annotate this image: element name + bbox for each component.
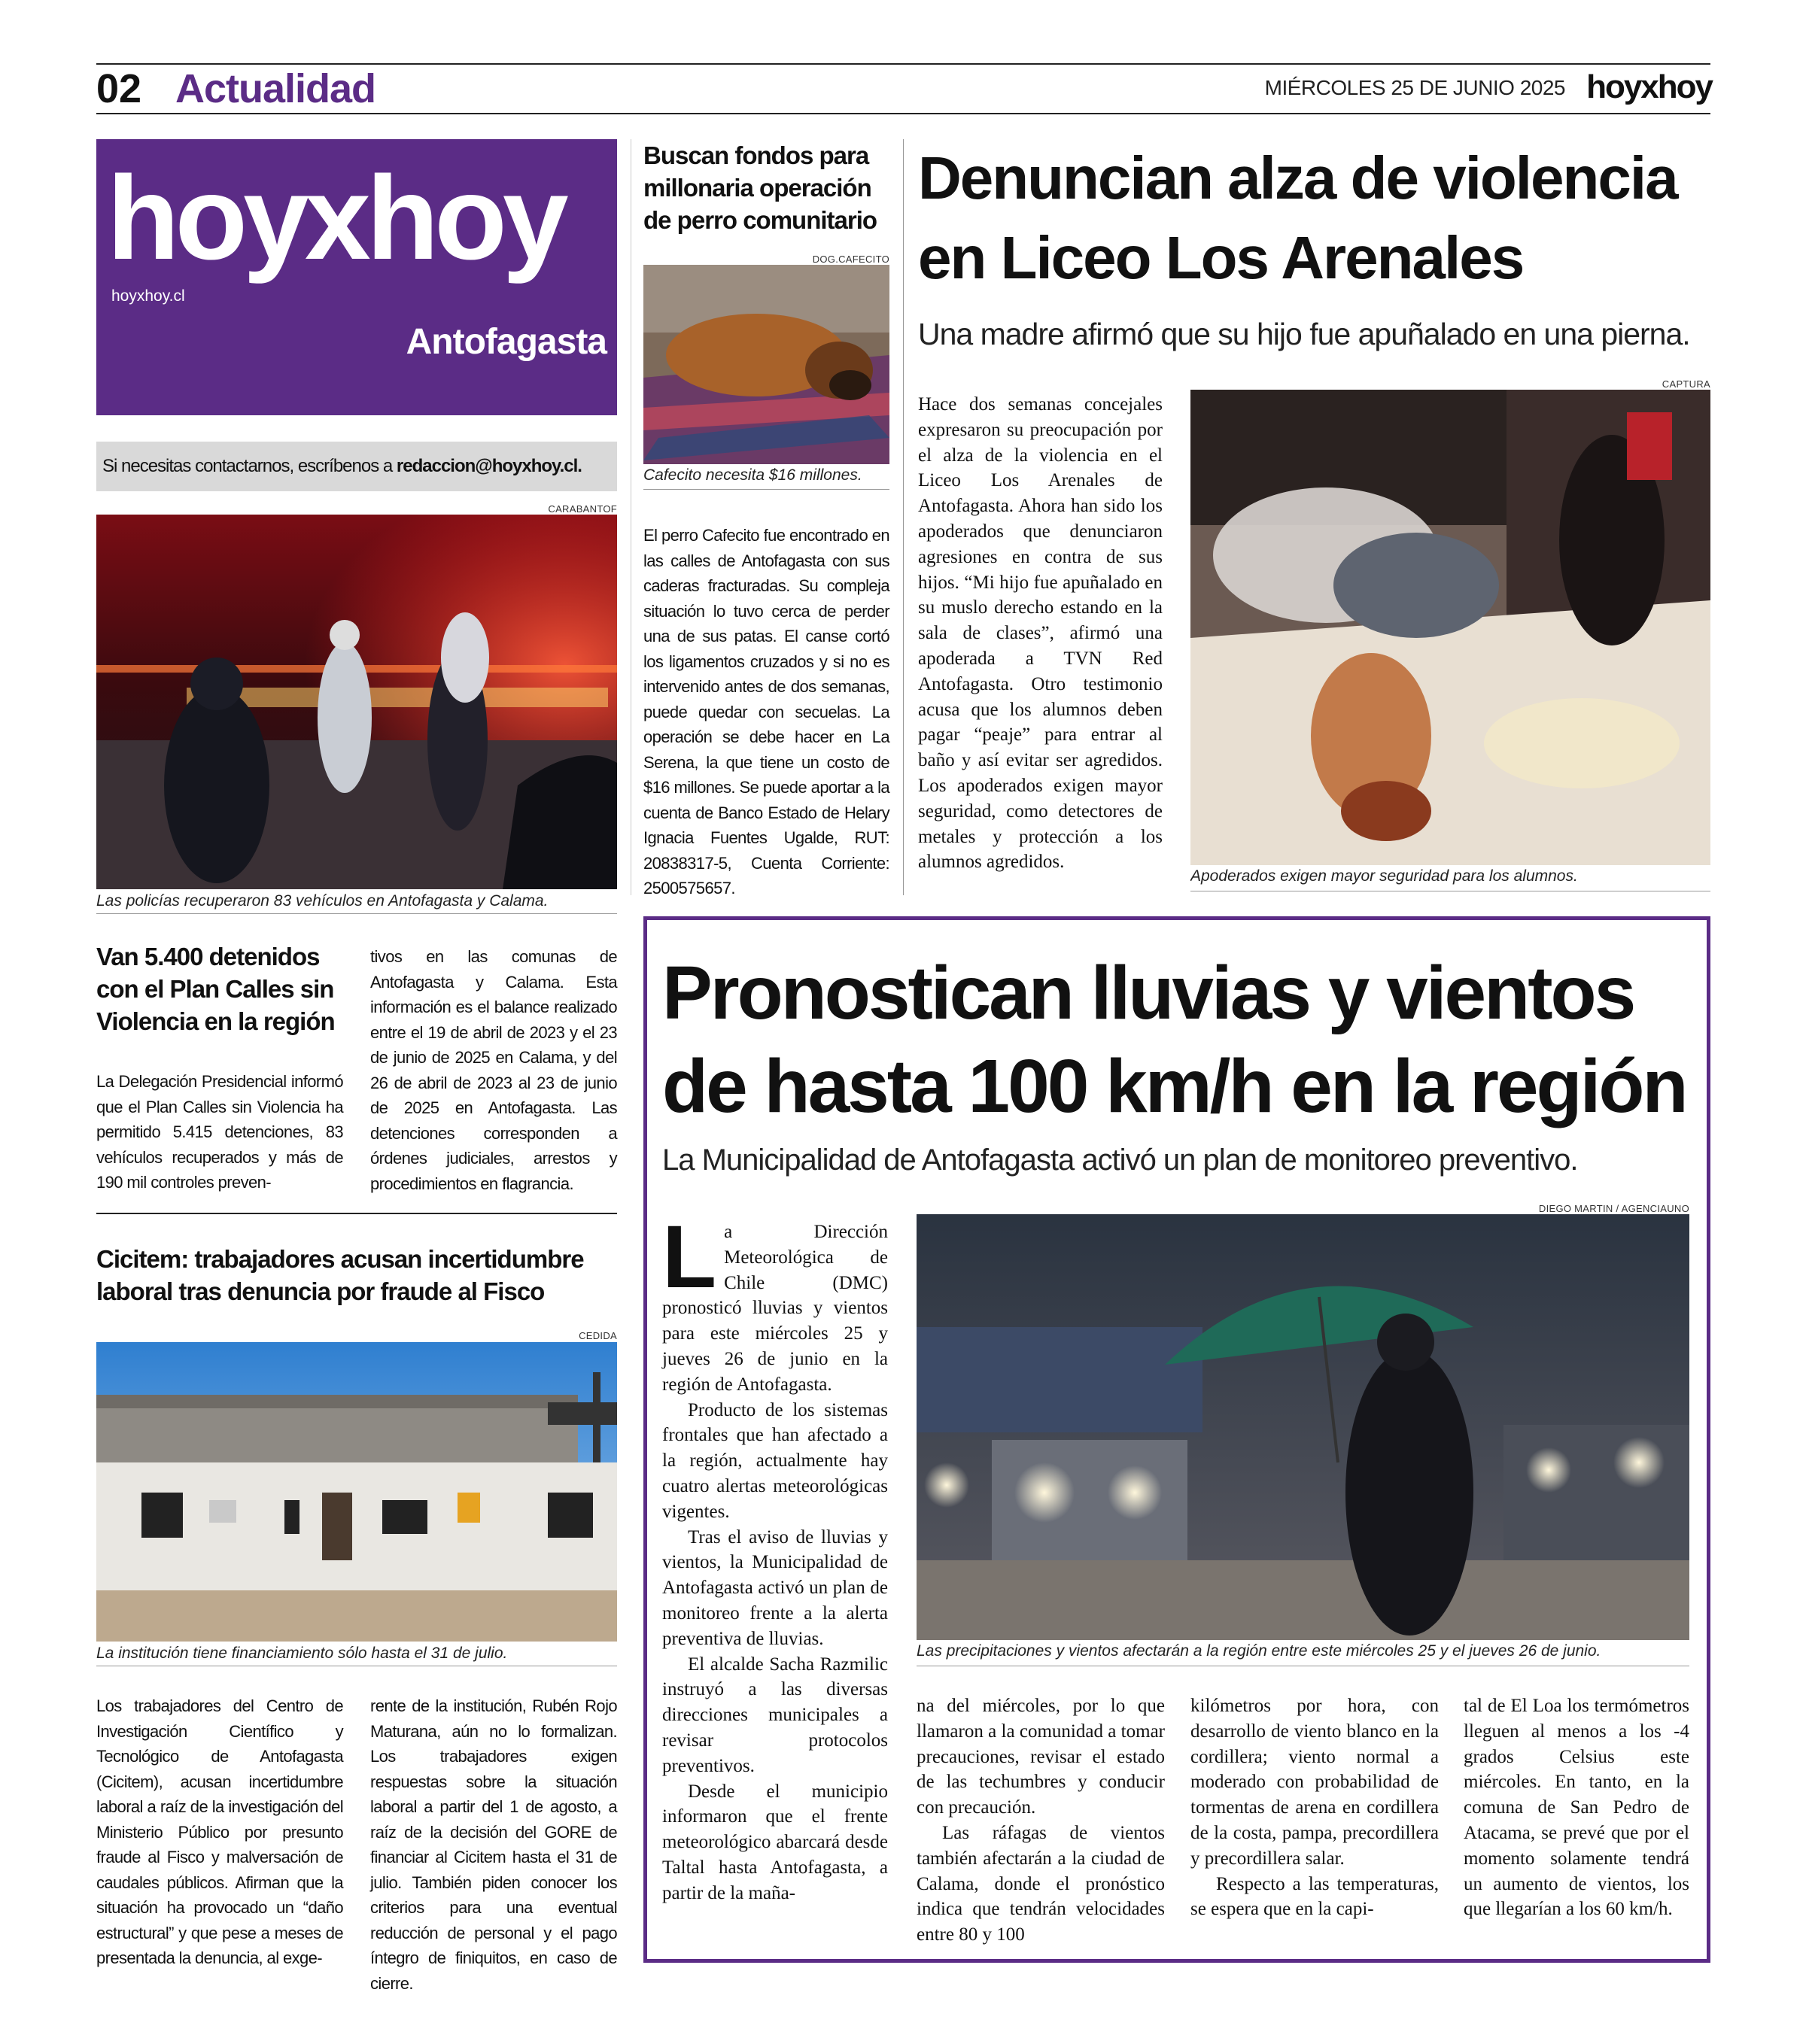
weather-p1: a Dirección Meteorológica de Chile (DMC) pronosticó lluvias y vientos para este miércoles 25 y jueves 26 de junio en la región de Antofagasta.: [662, 1222, 888, 1395]
dog-body: El perro Cafecito fue encontrado en las calles de Antofagasta con sus caderas fracturadas. Su compleja situación lo tuvo cerca de perder una de sus patas. El canse cortó los ligamentos cruzados y si no es intervenido antes de dos semanas, puede quedar con secuelas. La operación se debe hacer en La Serena, la que tiene un costo de $16 millones. Se puede aportar a la cuenta de Banco Estado de Helary Ignacia Fuentes Ugalde, RUT: 20838317-5, Cuenta Corriente: 2500575657.: [643, 526, 889, 897]
weather-col4-text: tal de El Loa los termómetros lleguen al menos a los -4 grados Celsius este miércoles. En tanto, en la comuna de San Pedro de Atacama, se prevé que por el momento solamente tendrá un aumento de vientos, los que llegarían a los 60 km/h.: [1464, 1696, 1689, 1920]
weather-photo-caption: Las precipitaciones y vientos afectarán a la región entre este miércoles 25 y el jueves 26 de junio.: [917, 1642, 1601, 1660]
dog-photo: [643, 265, 889, 464]
police-photo-caption: Las policías recuperaron 83 vehículos en Antofagasta y Calama.: [96, 892, 549, 910]
school-subhead: Una madre afirmó que su hijo fue apuñalado en una pierna.: [918, 317, 1690, 351]
weather-photo-credit: DIEGO MARTIN / AGENCIAUNO: [1538, 1203, 1689, 1214]
section-name: Actualidad: [175, 66, 376, 111]
brand-url: hoyxhoy.cl: [111, 287, 185, 305]
weather-col2b: Las ráfagas de vientos también afectarán a la ciudad de Calama, donde el pronóstico indica que tendrán velocidades entre 80 y 100: [917, 1822, 1165, 1945]
issue-date: MIÉRCOLES 25 DE JUNIO 2025: [1264, 76, 1565, 99]
dog-photo-credit: DOG.CAFECITO: [812, 254, 889, 265]
brand-logo: hoyxhoy: [107, 152, 564, 284]
dog-photo-caption: Cafecito necesita $16 millones.: [643, 466, 862, 484]
cicitem-body-col2: rente de la institución, Rubén Rojo Maturana, aún no lo formalizan. Los trabajadores exigen respuestas sobre la situación laboral a partir del 1 de agosto, a raíz de la decisión del GORE de financiar al Cicitem hasta el 31 de julio. También piden conocer los criterios para una eventual reducción de personal y el pago íntegro de finiquitos, en caso de cierre.: [370, 1696, 617, 1993]
contact-strip: [96, 442, 617, 491]
contact-email[interactable]: redaccion@hoyxhoy.cl.: [396, 456, 582, 476]
police-photo-credit: CARABANTOF: [548, 503, 617, 515]
weather-subhead: La Municipalidad de Antofagasta activó un plan de monitoreo preventivo.: [662, 1143, 1578, 1177]
school-headline: Denuncian alza de violencia en Liceo Los Arenales: [918, 144, 1677, 291]
cicitem-photo: [96, 1342, 617, 1642]
weather-headline: Pronostican lluvias y vientos de hasta 100 km/h en la región: [662, 951, 1686, 1128]
cicitem-photo-credit: CEDIDA: [579, 1330, 617, 1341]
cicitem-photo-caption: La institución tiene financiamiento sólo hasta el 31 de julio.: [96, 1645, 508, 1662]
school-photo-caption: Apoderados exigen mayor seguridad para los alumnos.: [1190, 867, 1578, 885]
weather-p2: Producto de los sistemas frontales que han afectado a la región, actualmente hay cuatro alertas meteorológicas vigentes.: [662, 1399, 888, 1522]
weather-p3: Tras el aviso de lluvias y vientos, la Municipalidad de Antofagasta activó un plan de monitoreo frente a la alerta preventiva de lluvias.: [662, 1526, 888, 1649]
police-body-col2: tivos en las comunas de Antofagasta y Calama. Esta información es el balance realizado entre el 19 de abril de 2023 y el 23 de junio de 2025 en Calama, y del 26 de abril de 2023 al 23 de junio de 2025 en Antofagasta. Las detenciones corresponden a órdenes judiciales, arrestos y procedimientos en flagrancia.: [370, 947, 617, 1193]
weather-p5: Desde el municipio informaron que el frente meteorológico abarcará desde Taltal hasta Antofagasta, a partir de la maña-: [662, 1781, 888, 1903]
contact-text: Si necesitas contactarnos, escríbenos a: [102, 456, 397, 476]
school-body: Hace dos semanas concejales expresaron su preocupación por el alza de la violencia en el Liceo Los Arenales de Antofagasta. Ahora han sido los apoderados que denunciaron agresiones en contra de sus hijos. “Mi hijo fue apuñalado en su muslo derecho estando en la sala de clases”, afirmó una apoderada a TVN Red Antofagasta. Otro testimonio acusa que los alumnos deben pagar “peaje” para entrar al baño y así evitar ser agredidos. Los apoderados exigen mayor seguridad, como detectores de metales y protección a los alumnos agredidos.: [918, 394, 1163, 873]
brand-box: [96, 139, 617, 415]
dog-headline: Buscan fondos para millonaria operación de perro comunitario: [643, 141, 877, 234]
weather-p4: El alcalde Sacha Razmilic instruyó a las diversas direcciones municipales a revisar protocolos preventivos.: [662, 1654, 888, 1776]
brand-city: Antofagasta: [406, 322, 607, 362]
page-number: 02: [96, 66, 142, 111]
weather-col1: [662, 1207, 888, 1906]
weather-col4: [1464, 1693, 1689, 1922]
weather-dropcap: L: [662, 1207, 717, 1307]
police-photo: [96, 515, 617, 889]
police-body-col1: La Delegación Presidencial informó que el Plan Calles sin Violencia ha permitido 5.415 detenciones, 83 vehículos recuperados y más de 190 mil controles preven-: [96, 1072, 343, 1192]
cicitem-headline: Cicitem: trabajadores acusan incertidumbre laboral tras denuncia por fraude al Fisco: [96, 1245, 584, 1305]
weather-col2: [917, 1693, 1165, 1948]
weather-photo: [917, 1214, 1689, 1640]
police-headline: Van 5.400 detenidos con el Plan Calles sin Violencia en la región: [96, 943, 335, 1035]
header-brand: hoyxhoy: [1586, 68, 1712, 105]
cicitem-body-col1: Los trabajadores del Centro de Investigación Científico y Tecnológico de Antofagasta (Cicitem), acusan incertidumbre laboral a raíz de la investigación del Ministerio Público por presunto fraude al Fisco y malversación de caudales públicos. Afirman que la situación ha provocado un “daño estructural” y que pese a meses de presentada la denuncia, al exge-: [96, 1696, 343, 1967]
weather-col3a: kilómetros por hora, con desarrollo de viento blanco en la cordillera; viento normal a moderado con probabilidad de tormentas de arena en cordillera de la costa, pampa, precordillera y precordillera salar.: [1190, 1696, 1439, 1869]
weather-col3b: Respecto a las temperaturas, se espera que en la capi-: [1190, 1873, 1439, 1920]
school-photo-credit: CAPTURA: [1662, 378, 1710, 390]
weather-col2a: na del miércoles, por lo que llamaron a la comunidad a tomar precauciones, revisar el estado de las techumbres y conducir con precaución.: [917, 1696, 1165, 1818]
school-photo: [1190, 390, 1710, 865]
weather-col3: [1190, 1693, 1439, 1922]
